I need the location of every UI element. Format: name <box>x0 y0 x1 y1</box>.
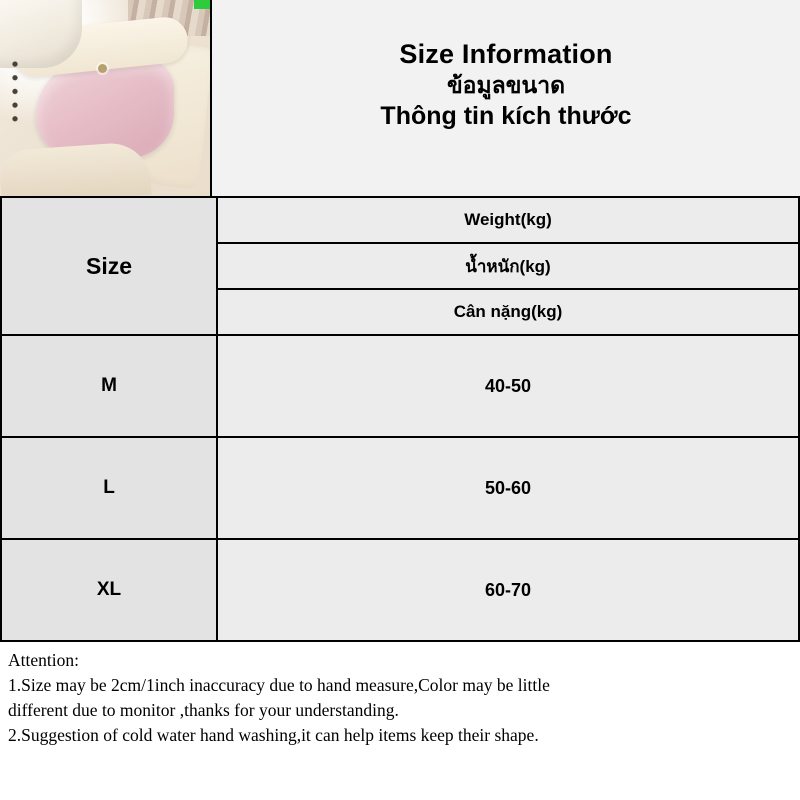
photo-cream-fabric-bottom <box>0 141 152 196</box>
table-row <box>1 539 799 641</box>
product-photo <box>0 0 212 196</box>
table-row <box>1 335 799 437</box>
green-marker-icon <box>194 0 212 9</box>
photo-button-dots <box>8 58 22 134</box>
table-header-row-1 <box>1 197 799 243</box>
weight-header-vietnamese: Cân nặng(kg) <box>217 289 799 335</box>
title-vietnamese: Thông tin kích thước <box>380 101 632 130</box>
attention-line-2: different due to monitor ,thanks for your understanding. <box>8 699 399 720</box>
table-row <box>1 437 799 539</box>
weight-value-m: 40-50 <box>217 335 799 437</box>
photo-bow-detail <box>98 64 107 73</box>
size-label-m: M <box>1 335 217 437</box>
weight-header-english: Weight(kg) <box>217 197 799 243</box>
attention-block <box>0 642 800 755</box>
size-label-xl: XL <box>1 539 217 641</box>
title-block <box>212 0 800 196</box>
attention-line-3: 2.Suggestion of cold water hand washing,it can help items keep their shape. <box>8 724 539 745</box>
attention-line-1: 1.Size may be 2cm/1inch inaccuracy due to hand measure,Color may be little <box>8 674 550 695</box>
weight-value-xl: 60-70 <box>217 539 799 641</box>
size-table <box>0 196 800 642</box>
attention-heading: Attention: <box>8 650 79 670</box>
title-thai: ข้อมูลขนาด <box>446 72 566 99</box>
size-label-l: L <box>1 437 217 539</box>
weight-header-thai: น้ำหนัก(kg) <box>217 243 799 289</box>
size-column-header: Size <box>1 197 217 335</box>
title-english: Size Information <box>399 39 613 70</box>
header-row <box>0 0 800 196</box>
weight-value-l: 50-60 <box>217 437 799 539</box>
